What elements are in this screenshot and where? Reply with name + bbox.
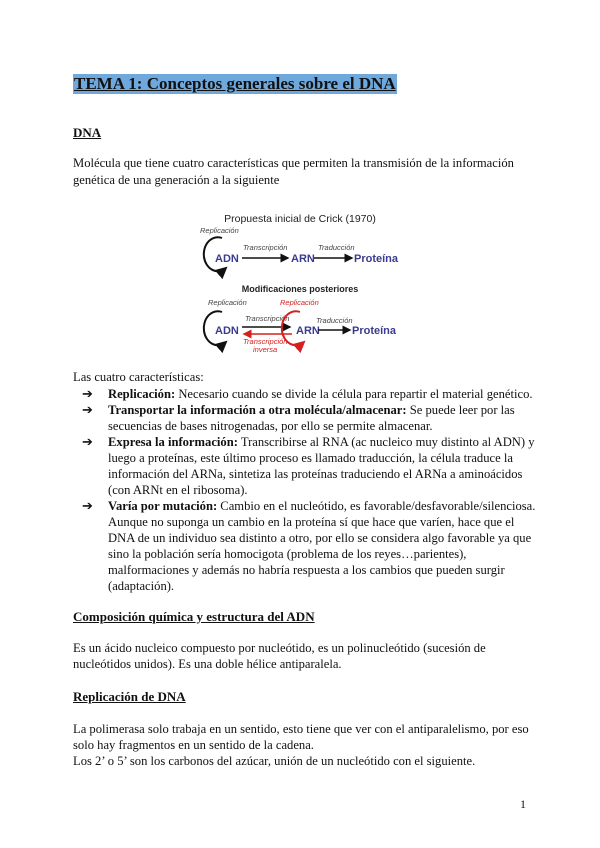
- label-inversa: inversa: [253, 345, 278, 354]
- paragraph-line: La polimerasa solo trabaja en un sentido, esto tiene que ver con el antiparalelismo, por eso: [73, 722, 529, 736]
- feature-text: DNA de un individuo sea distinto a otro, por ello se considera algo favorable ya que: [108, 531, 532, 545]
- feature-label: Varía por mutación:: [108, 499, 218, 513]
- right-arrow-icon: ➔: [82, 402, 93, 417]
- label-replicacion: Replicación: [208, 298, 247, 307]
- label-replicacion: Replicación: [200, 226, 239, 235]
- feature-text: sino la población sería homocigota (problema de los reyes…parientes),: [108, 547, 467, 561]
- label-arn: ARN: [291, 253, 315, 265]
- figure-title: Propuesta inicial de Crick (1970): [224, 213, 376, 225]
- figure-subtitle: Modificaciones posteriores: [241, 284, 359, 294]
- paragraph-line: solo hay fragmentos en un sentido de la cadena.: [73, 738, 314, 752]
- paragraph-line: Es un ácido nucleico compuesto por nucleótido, es un polinucleótido (sucesión de: [73, 641, 486, 655]
- right-arrow-icon: ➔: [82, 386, 93, 401]
- feature-label: Expresa la información:: [108, 435, 238, 449]
- feature-text: Transcribirse al RNA (ac nucleico muy distinto al ADN) y: [237, 435, 535, 449]
- feature-text: (adaptación).: [108, 579, 175, 593]
- feature-text: información del ARNa, sintetiza las proteínas traduciendo el ARNa a aminoácidos: [108, 467, 523, 481]
- feature-text: Necesario cuando se divide la célula para repartir el material genético.: [175, 387, 533, 401]
- label-traduccion: Traducción: [316, 316, 353, 325]
- label-replicacion-red: Replicación: [280, 298, 319, 307]
- label-arn: ARN: [296, 325, 320, 337]
- feature-label: Transportar la información a otra molécula/almacenar:: [108, 403, 407, 417]
- feature-text: (con ARNt en el ribosoma).: [108, 483, 248, 497]
- paragraph-line: genética de una generación a la siguiente: [73, 173, 280, 187]
- feature-item: [108, 387, 533, 402]
- page-number: 1: [520, 797, 526, 811]
- label-proteina: Proteína: [352, 325, 397, 337]
- feature-text: Aunque no suponga un cambio en la proteína sí que hace que varíen, hace que el: [108, 515, 515, 529]
- label-transcripcion-inversa: Transcripción: [243, 337, 288, 346]
- feature-item: [108, 403, 515, 418]
- label-adn: ADN: [215, 253, 239, 265]
- page-title: TEMA 1: Conceptos generales sobre el DNA: [74, 74, 396, 93]
- label-transcripcion: Transcripción: [243, 243, 288, 252]
- central-dogma-figure: [0, 0, 600, 370]
- right-arrow-icon: ➔: [82, 434, 93, 449]
- paragraph-line: Los 2’ o 5’ son los carbonos del azúcar, unión de un nucleótido con el siguiente.: [73, 754, 476, 768]
- label-transcripcion: Transcripción: [245, 314, 290, 323]
- feature-item: [108, 435, 535, 450]
- paragraph-line: Molécula que tiene cuatro características que permiten la transmisión de la información: [73, 156, 514, 170]
- label-traduccion: Traducción: [318, 243, 355, 252]
- features-intro: Las cuatro características:: [73, 370, 204, 384]
- feature-label: Replicación:: [108, 387, 176, 401]
- section-heading-replicacion: Replicación de DNA: [73, 689, 186, 704]
- right-arrow-icon: ➔: [82, 498, 93, 513]
- paragraph-line: nucleótidos unidos). Es una doble hélice antiparalela.: [73, 657, 342, 671]
- feature-text: luego a proteínas, este último proceso es llamado traducción, la célula traduce la: [108, 451, 513, 465]
- feature-text: malformaciones y además no habría respuesta a los cambios que pueden surgir: [108, 563, 505, 577]
- feature-text: Se puede leer por las: [406, 403, 515, 417]
- feature-text: Cambio en el nucleótido, es favorable/desfavorable/silenciosa.: [217, 499, 536, 513]
- label-adn: ADN: [215, 325, 239, 337]
- feature-text: secuencias de bases nitrogenadas, por ello se permite almacenar.: [108, 419, 433, 433]
- feature-item: [108, 499, 535, 514]
- label-proteina: Proteína: [354, 253, 399, 265]
- section-heading-dna: DNA: [73, 125, 102, 140]
- section-heading-composicion: Composición química y estructura del ADN: [73, 609, 315, 624]
